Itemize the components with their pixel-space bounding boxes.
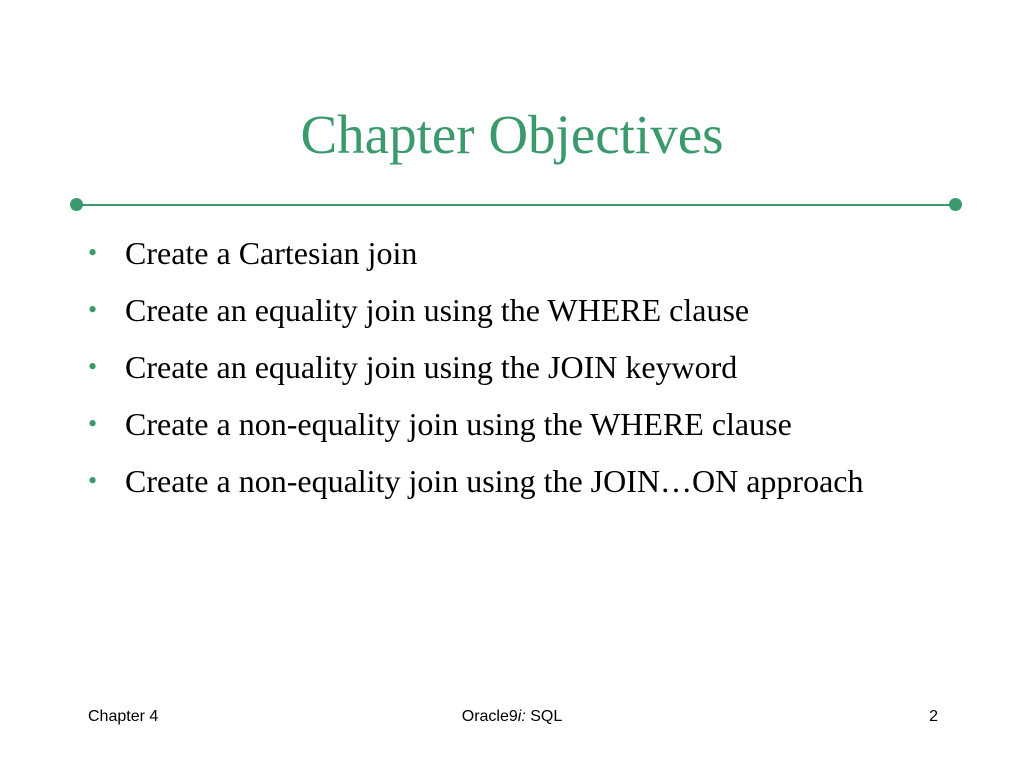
- list-item-text: Create a non-equality join using the JOIN…ON approach: [125, 463, 864, 499]
- slide-title: Chapter Objectives: [300, 104, 724, 165]
- footer-page-number: 2: [929, 708, 938, 725]
- list-item: [88, 401, 928, 447]
- bullet-icon: •: [88, 295, 98, 324]
- bullet-icon: •: [88, 466, 98, 495]
- list-item: [88, 287, 928, 333]
- footer-course-suffix: SQL: [525, 708, 563, 725]
- bullet-icon: •: [88, 409, 98, 438]
- footer-chapter: Chapter 4: [88, 708, 159, 725]
- list-item: [88, 344, 928, 390]
- bullet-icon: •: [88, 238, 98, 267]
- footer-course-prefix: Oracle9: [461, 708, 518, 725]
- footer-course-italic: i:: [517, 708, 526, 725]
- objectives-list: [88, 230, 928, 515]
- footer-course-title: [0, 706, 1024, 728]
- title-divider-rule: [76, 204, 956, 206]
- list-item: [88, 458, 928, 504]
- list-item-text: Create a non-equality join using the WHERE clause: [125, 406, 792, 442]
- title-rule-right-dot: [949, 198, 962, 211]
- list-item-text: Create an equality join using the JOIN keyword: [125, 349, 738, 385]
- bullet-icon: •: [88, 352, 98, 381]
- list-item-text: Create a Cartesian join: [125, 235, 418, 271]
- list-item-text: Create an equality join using the WHERE clause: [125, 292, 750, 328]
- list-item: [88, 230, 928, 276]
